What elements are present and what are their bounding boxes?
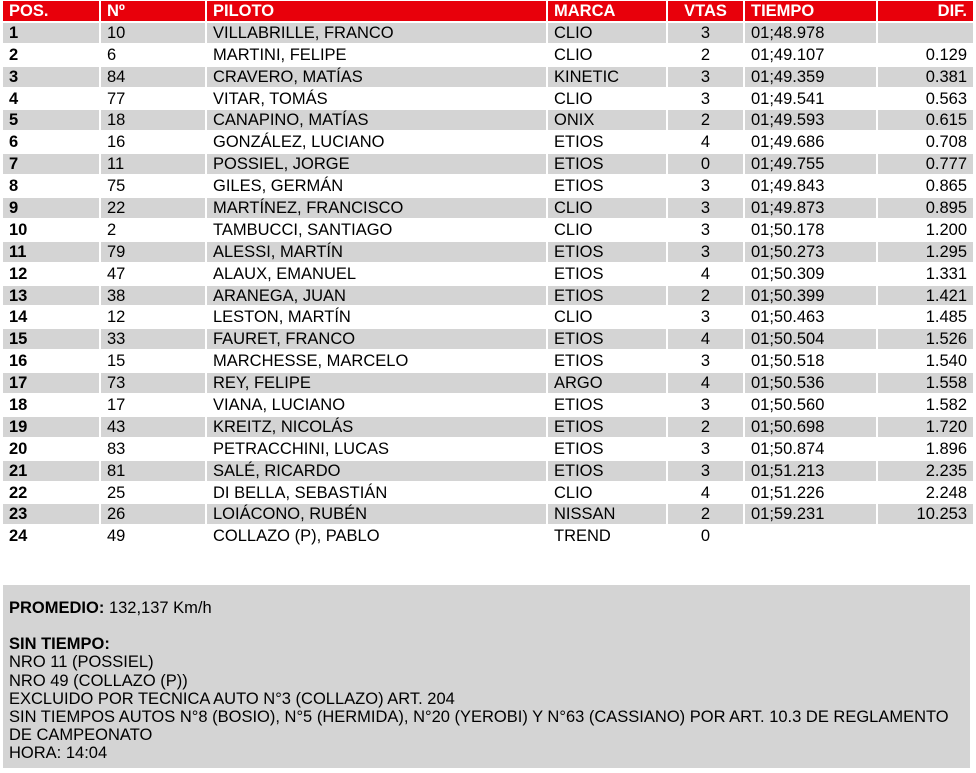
cell-brand: ETIOS xyxy=(548,242,666,262)
cell-time: 01;50.518 xyxy=(751,352,825,371)
cell-car-number: 12 xyxy=(107,308,126,327)
header-laps: VTAS xyxy=(668,1,743,21)
cell-difference: 10.253 xyxy=(878,504,973,524)
cell-laps: 3 xyxy=(700,352,711,371)
cell-position: 11 xyxy=(3,242,99,262)
table-row xyxy=(0,131,976,153)
cell-difference: 1.540 xyxy=(925,352,967,371)
cell-brand: ONIX xyxy=(548,110,666,130)
cell-time: 01;49.873 xyxy=(745,198,876,218)
cell-position: 17 xyxy=(3,373,99,393)
cell-car-number: 47 xyxy=(107,264,126,283)
cell-position: 9 xyxy=(3,198,99,218)
header-pilot: PILOTO xyxy=(207,1,546,21)
no-time-label: SIN TIEMPO: xyxy=(9,635,110,654)
cell-time: 01;49.686 xyxy=(751,133,825,152)
cell-position: 15 xyxy=(3,329,99,349)
note-line: DE CAMPEONATO xyxy=(9,726,153,745)
table-header xyxy=(0,0,976,22)
cell-time: 01;50.698 xyxy=(745,417,876,437)
table-row xyxy=(0,416,976,438)
cell-brand: ARGO xyxy=(548,373,666,393)
cell-brand: ETIOS xyxy=(548,461,666,481)
cell-position: 8 xyxy=(9,177,19,196)
cell-position: 18 xyxy=(9,396,28,415)
cell-difference: 1.421 xyxy=(878,286,973,306)
cell-laps: 2 xyxy=(700,45,711,64)
cell-brand: ETIOS xyxy=(554,396,604,415)
cell-position: 5 xyxy=(3,110,99,130)
cell-car-number: 75 xyxy=(107,177,126,196)
cell-time: 01;50.536 xyxy=(745,373,876,393)
cell-time: 01;50.560 xyxy=(751,396,825,415)
table-row xyxy=(0,460,976,482)
cell-difference: 0.129 xyxy=(925,45,967,64)
cell-position: 22 xyxy=(9,483,28,502)
cell-difference: 1.720 xyxy=(878,417,973,437)
cell-car-number: 49 xyxy=(107,527,126,546)
note-line: NRO 11 (POSSIEL) xyxy=(9,653,154,672)
table-row xyxy=(0,503,976,525)
cell-brand: ETIOS xyxy=(554,177,604,196)
table-row xyxy=(0,197,976,219)
cell-difference: 2.235 xyxy=(878,461,973,481)
cell-car-number: 81 xyxy=(101,461,205,481)
cell-position: 6 xyxy=(9,133,19,152)
note-line: NRO 49 (COLLAZO (P)) xyxy=(9,671,188,690)
cell-time: 01;48.978 xyxy=(745,23,876,43)
table-row xyxy=(0,241,976,263)
cell-laps: 3 xyxy=(700,220,711,239)
cell-brand: ETIOS xyxy=(548,154,666,174)
cell-time: 01;59.231 xyxy=(745,504,876,524)
cell-brand: KINETIC xyxy=(548,67,666,87)
table-row xyxy=(0,88,976,110)
cell-car-number: 26 xyxy=(101,504,205,524)
cell-brand: ETIOS xyxy=(554,439,604,458)
cell-pilot: VITAR, TOMÁS xyxy=(213,89,328,108)
cell-difference: 0.865 xyxy=(925,177,967,196)
cell-time: 01;51.213 xyxy=(745,461,876,481)
cell-pilot: CANAPINO, MATÍAS xyxy=(207,110,546,130)
cell-laps: 3 xyxy=(700,439,711,458)
header-diff: DIF. xyxy=(878,1,973,21)
cell-pilot: CRAVERO, MATÍAS xyxy=(207,67,546,87)
cell-time: 01;49.107 xyxy=(751,45,825,64)
cell-position: 21 xyxy=(3,461,99,481)
table-row xyxy=(0,394,976,416)
cell-brand: ETIOS xyxy=(548,286,666,306)
cell-laps: 0 xyxy=(668,154,743,174)
cell-position: 1 xyxy=(3,23,99,43)
cell-brand: CLIO xyxy=(548,198,666,218)
table-row xyxy=(0,109,976,131)
cell-position: 3 xyxy=(3,67,99,87)
cell-car-number: 2 xyxy=(107,220,117,239)
cell-pilot: COLLAZO (P), PABLO xyxy=(213,527,380,546)
table-row xyxy=(0,438,976,460)
cell-laps: 3 xyxy=(668,67,743,87)
cell-position: 2 xyxy=(9,45,19,64)
cell-laps: 3 xyxy=(668,461,743,481)
cell-brand: ETIOS xyxy=(548,329,666,349)
cell-difference: 1.582 xyxy=(925,396,967,415)
header-brand: MARCA xyxy=(548,1,666,21)
cell-brand: CLIO xyxy=(554,45,593,64)
cell-brand: ETIOS xyxy=(554,133,604,152)
cell-pilot: REY, FELIPE xyxy=(207,373,546,393)
cell-difference: 0.708 xyxy=(925,133,967,152)
cell-difference: 1.295 xyxy=(878,242,973,262)
note-line: SIN TIEMPOS AUTOS N°8 (BOSIO), N°5 (HERMIDA), N°20 (YEROBI) Y N°63 (CASSIANO) POR ART. 10.3 DE REGLAMENTO xyxy=(9,708,949,727)
cell-car-number: 33 xyxy=(101,329,205,349)
cell-position: 4 xyxy=(9,89,19,108)
cell-pilot: SALÉ, RICARDO xyxy=(207,461,546,481)
average-value: 132,137 Km/h xyxy=(108,599,212,617)
cell-difference: 1.558 xyxy=(878,373,973,393)
table-row xyxy=(0,175,976,197)
cell-time: 01;50.399 xyxy=(745,286,876,306)
cell-laps: 4 xyxy=(700,133,711,152)
cell-car-number: 10 xyxy=(101,23,205,43)
cell-position: 24 xyxy=(9,527,28,546)
cell-time: 01;50.874 xyxy=(751,439,825,458)
cell-difference: 2.248 xyxy=(925,483,967,502)
cell-car-number: 11 xyxy=(101,154,205,174)
cell-pilot: KREITZ, NICOLÁS xyxy=(207,417,546,437)
table-row xyxy=(0,263,976,285)
cell-laps: 4 xyxy=(700,483,711,502)
cell-laps: 3 xyxy=(668,242,743,262)
cell-time: 01;50.273 xyxy=(745,242,876,262)
cell-pilot: TAMBUCCI, SANTIAGO xyxy=(213,220,393,239)
cell-difference: 1.331 xyxy=(925,264,967,283)
table-body xyxy=(0,22,976,547)
cell-car-number: 79 xyxy=(101,242,205,262)
cell-pilot: LOIÁCONO, RUBÉN xyxy=(207,504,546,524)
cell-pilot: POSSIEL, JORGE xyxy=(207,154,546,174)
cell-brand: ETIOS xyxy=(554,352,604,371)
cell-brand: ETIOS xyxy=(548,417,666,437)
cell-laps: 4 xyxy=(668,329,743,349)
cell-position: 12 xyxy=(9,264,28,283)
cell-position: 7 xyxy=(3,154,99,174)
cell-pilot: ARANEGA, JUAN xyxy=(207,286,546,306)
cell-time: 01;49.359 xyxy=(745,67,876,87)
cell-pilot: VILLABRILLE, FRANCO xyxy=(207,23,546,43)
cell-position: 16 xyxy=(9,352,28,371)
cell-pilot: GONZÁLEZ, LUCIANO xyxy=(213,133,385,152)
cell-pilot: LESTON, MARTÍN xyxy=(213,308,351,327)
cell-difference xyxy=(878,526,973,546)
cell-car-number: 77 xyxy=(107,89,126,108)
note-line: HORA: 14:04 xyxy=(9,744,108,763)
note-line: EXCLUIDO POR TECNICA AUTO N°3 (COLLAZO) ART. 204 xyxy=(9,689,455,708)
cell-difference: 1.485 xyxy=(925,308,967,327)
cell-position: 10 xyxy=(9,220,28,239)
table-row xyxy=(0,219,976,241)
cell-time: 01;50.178 xyxy=(751,220,825,239)
cell-difference xyxy=(878,23,973,43)
cell-car-number: 84 xyxy=(101,67,205,87)
cell-car-number: 25 xyxy=(107,483,126,502)
cell-time: 01;49.541 xyxy=(751,89,825,108)
cell-car-number: 18 xyxy=(101,110,205,130)
table-row xyxy=(0,350,976,372)
cell-brand: CLIO xyxy=(554,220,593,239)
cell-car-number: 6 xyxy=(107,45,117,64)
cell-brand: ETIOS xyxy=(554,264,604,283)
table-row xyxy=(0,66,976,88)
cell-difference: 1.526 xyxy=(878,329,973,349)
table-row xyxy=(0,328,976,350)
cell-time: 01;49.593 xyxy=(745,110,876,130)
table-row xyxy=(0,153,976,175)
cell-laps: 3 xyxy=(668,23,743,43)
cell-position: 19 xyxy=(3,417,99,437)
table-row xyxy=(0,22,976,44)
cell-car-number: 22 xyxy=(101,198,205,218)
cell-car-number: 43 xyxy=(101,417,205,437)
cell-pilot: DI BELLA, SEBASTIÁN xyxy=(213,483,388,502)
cell-car-number: 16 xyxy=(107,133,126,152)
cell-pilot: MARTÍNEZ, FRANCISCO xyxy=(207,198,546,218)
cell-laps: 3 xyxy=(700,308,711,327)
cell-difference: 0.381 xyxy=(878,67,973,87)
cell-laps: 3 xyxy=(700,89,711,108)
table-row xyxy=(0,306,976,328)
cell-time: 01;51.226 xyxy=(751,483,825,502)
cell-difference: 0.563 xyxy=(925,89,967,108)
cell-brand: CLIO xyxy=(554,308,593,327)
cell-pilot: VIANA, LUCIANO xyxy=(213,396,346,415)
table-row xyxy=(0,525,976,547)
cell-brand: CLIO xyxy=(548,23,666,43)
cell-laps: 2 xyxy=(668,504,743,524)
cell-time: 01;50.309 xyxy=(751,264,825,283)
cell-car-number: 83 xyxy=(107,439,126,458)
notes-panel xyxy=(3,585,970,768)
header-time: TIEMPO xyxy=(745,1,876,21)
cell-laps: 0 xyxy=(700,527,711,546)
cell-laps: 2 xyxy=(668,417,743,437)
header-pos: POS. xyxy=(3,1,99,21)
cell-position: 14 xyxy=(9,308,28,327)
header-number: Nº xyxy=(101,1,205,21)
cell-pilot: ALAUX, EMANUEL xyxy=(213,264,357,283)
cell-pilot: FAURET, FRANCO xyxy=(207,329,546,349)
cell-difference: 0.615 xyxy=(878,110,973,130)
cell-car-number: 38 xyxy=(101,286,205,306)
cell-difference: 1.200 xyxy=(925,220,967,239)
cell-brand: NISSAN xyxy=(548,504,666,524)
cell-position: 20 xyxy=(9,439,28,458)
cell-car-number: 15 xyxy=(107,352,126,371)
cell-brand: TREND xyxy=(554,527,611,546)
cell-pilot: PETRACCHINI, LUCAS xyxy=(213,439,390,458)
cell-time: 01;49.843 xyxy=(751,177,825,196)
cell-brand: CLIO xyxy=(554,483,593,502)
cell-position: 13 xyxy=(3,286,99,306)
cell-difference: 1.896 xyxy=(925,439,967,458)
cell-pilot: ALESSI, MARTÍN xyxy=(207,242,546,262)
cell-laps: 3 xyxy=(700,177,711,196)
cell-pilot: MARCHESSE, MARCELO xyxy=(213,352,409,371)
cell-pilot: MARTINI, FELIPE xyxy=(213,45,347,64)
table-row xyxy=(0,285,976,307)
cell-laps: 3 xyxy=(700,396,711,415)
cell-time: 01;50.463 xyxy=(751,308,825,327)
cell-car-number: 17 xyxy=(107,396,126,415)
cell-car-number: 73 xyxy=(101,373,205,393)
cell-position: 23 xyxy=(3,504,99,524)
cell-difference: 0.777 xyxy=(878,154,973,174)
table-row xyxy=(0,482,976,504)
cell-laps: 4 xyxy=(700,264,711,283)
average-speed xyxy=(9,599,964,617)
table-row xyxy=(0,372,976,394)
table-row xyxy=(0,44,976,66)
cell-difference: 0.895 xyxy=(878,198,973,218)
cell-time: 01;50.504 xyxy=(745,329,876,349)
cell-pilot: GILES, GERMÁN xyxy=(213,177,344,196)
cell-laps: 2 xyxy=(668,110,743,130)
cell-time: 01;49.755 xyxy=(745,154,876,174)
cell-laps: 4 xyxy=(668,373,743,393)
average-label: PROMEDIO: xyxy=(9,599,105,617)
cell-brand: CLIO xyxy=(554,89,593,108)
cell-time xyxy=(745,526,876,546)
cell-laps: 3 xyxy=(668,198,743,218)
cell-laps: 2 xyxy=(668,286,743,306)
